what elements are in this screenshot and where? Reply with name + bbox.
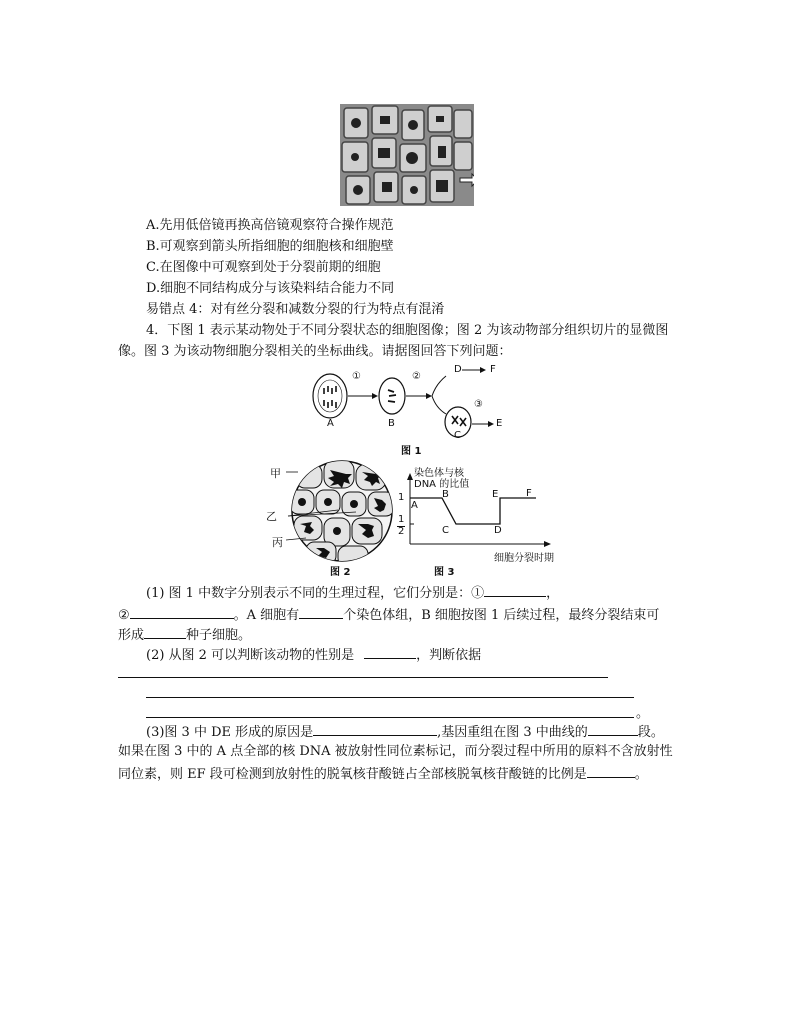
- fig1-label-d: D: [454, 364, 462, 375]
- fig1-label-e: E: [496, 418, 503, 429]
- part-2-period: 。: [636, 706, 650, 721]
- fig1-label-b: B: [388, 418, 395, 429]
- option-c: C.在图像中可观察到处于分裂前期的细胞: [146, 260, 381, 275]
- part-1-line-3: [118, 624, 251, 646]
- part-1-line-1: [146, 582, 559, 604]
- part-1-text-c: ②: [118, 608, 130, 623]
- fig3-point-d: D: [494, 525, 502, 536]
- part-3-text-e: 同位素，则 EF 段可检测到放射性的脱氧核苷酸链占全部核脱氧核苷酸链的比例是: [118, 767, 587, 782]
- fig3-point-f: F: [526, 488, 532, 499]
- part-1-text-f: 形成: [118, 628, 145, 643]
- part-2-text-b: ，判断依据: [416, 648, 482, 663]
- option-a: A.先用低倍镜再换高倍镜观察符合操作规范: [146, 218, 394, 233]
- answer-line-1[interactable]: [118, 677, 608, 678]
- error-point-note: 易错点 4：对有丝分裂和减数分裂的行为特点有混淆: [146, 302, 445, 317]
- blank-recombination-segment[interactable]: [588, 721, 638, 736]
- fig3-point-c: C: [442, 525, 449, 536]
- question-4-intro-cont: 像。图 3 为该动物细胞分裂相关的坐标曲线。请据图回答下列问题：: [118, 344, 512, 359]
- fig1-caption: 图 1: [401, 446, 422, 457]
- fig2-caption: 图 2: [330, 567, 351, 578]
- part-3-text-f: 。: [634, 767, 648, 782]
- question-4-intro: 4．下图 1 表示某动物处于不同分裂状态的细胞图像；图 2 为该动物部分组织切片的显微图: [146, 323, 669, 338]
- part-3-line-3: [118, 763, 648, 785]
- option-b: B.可观察到箭头所指细胞的细胞核和细胞壁: [146, 239, 394, 254]
- part-3-text-c: 段。: [637, 725, 664, 740]
- fig1-label-a: A: [327, 418, 334, 429]
- fig1-arrow-1: ①: [352, 371, 361, 382]
- part-3-line-2: 如果在图 3 中的 A 点全部的核 DNA 被放射性同位素标记，而分裂过程中所用的原料不含放射性: [118, 744, 673, 759]
- blank-chromosome-sets[interactable]: [299, 604, 343, 619]
- figure-1: [290, 362, 520, 454]
- part-3-text-b: ,基因重组在图 3 中曲线的: [437, 725, 588, 740]
- blank-ratio[interactable]: [587, 763, 635, 778]
- blank-process-2[interactable]: [130, 604, 234, 619]
- fig3-point-b: B: [442, 489, 449, 500]
- part-1-line-2: [118, 604, 659, 626]
- blank-process-1[interactable]: [484, 582, 546, 597]
- fig3-point-e: E: [492, 489, 499, 500]
- part-1-text-d: 。A 细胞有: [233, 608, 300, 623]
- blank-de-cause[interactable]: [313, 721, 437, 736]
- figure-2: [286, 458, 398, 564]
- fig3-tick-half-den: 2: [398, 526, 405, 537]
- answer-line-2[interactable]: [146, 697, 634, 698]
- fig2-label-jia: 甲: [270, 467, 281, 480]
- part-2-text-a: (2) 从图 2 可以判断该动物的性别是: [146, 648, 355, 663]
- option-d: D.细胞不同结构成分与该染料结合能力不同: [146, 281, 395, 296]
- fig2-label-yi: 乙: [266, 510, 277, 523]
- part-1-text-b: ，: [546, 586, 560, 601]
- blank-sex[interactable]: [364, 644, 416, 659]
- micrograph-image: [340, 104, 474, 206]
- answer-line-3[interactable]: [146, 717, 634, 718]
- part-3-line-1: [146, 721, 664, 743]
- fig1-arrow-3: ③: [474, 399, 483, 410]
- fig1-label-c: C: [454, 430, 461, 441]
- part-1-text-g: 种子细胞。: [186, 628, 252, 643]
- blank-daughter-cell-types[interactable]: [144, 624, 186, 639]
- fig3-caption: 图 3: [434, 567, 455, 578]
- fig3-tick-1: 1: [398, 492, 405, 503]
- fig3-tick-half-num: 1: [398, 514, 405, 525]
- fig3-xlabel: 细胞分裂时期: [494, 553, 554, 564]
- fig3-ylabel-2: DNA 的比值: [414, 479, 470, 490]
- part-1-text-e: 个染色体组，B 细胞按图 1 后续过程，最终分裂结束可: [343, 608, 660, 623]
- fig3-ylabel-1: 染色体与核: [414, 468, 464, 479]
- part-1-text-a: (1) 图 1 中数字分别表示不同的生理过程，它们分别是：①: [146, 586, 485, 601]
- part-2-line-1: [146, 644, 481, 666]
- fig2-label-bing: 丙: [272, 536, 283, 549]
- fig1-label-f: F: [490, 364, 496, 375]
- fig1-arrow-2: ②: [412, 371, 421, 382]
- part-3-text-a: (3)图 3 中 DE 形成的原因是: [146, 725, 314, 740]
- fig3-point-a: A: [411, 500, 418, 511]
